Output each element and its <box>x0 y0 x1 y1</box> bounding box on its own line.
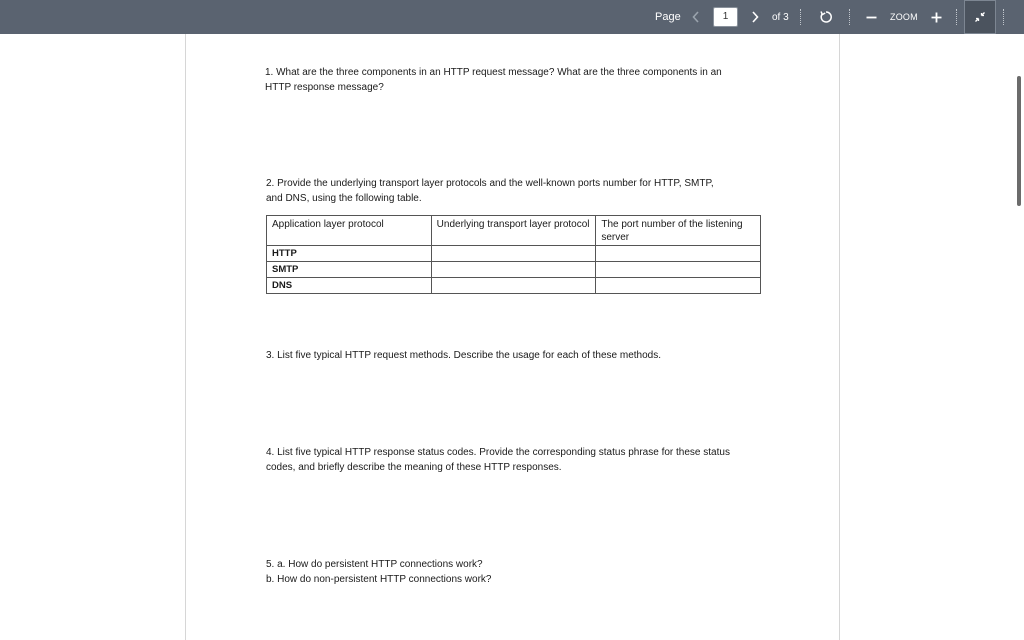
toolbar-divider <box>849 9 850 25</box>
next-page-button[interactable] <box>747 0 763 34</box>
question-1 <box>265 65 765 95</box>
page-label: Page <box>655 11 681 23</box>
vertical-scrollbar[interactable] <box>1017 76 1021 206</box>
table-header-cell: Underlying transport layer protocol <box>431 216 596 246</box>
rotate-icon <box>819 10 833 24</box>
question-4-line-2: codes, and briefly describe the meaning of these HTTP responses. <box>266 462 562 473</box>
minus-icon <box>866 12 877 23</box>
table-header-cell: The port number of the listening server <box>596 216 761 246</box>
table-cell-protocol: SMTP <box>267 262 432 278</box>
zoom-out-button[interactable] <box>862 0 880 34</box>
rotate-button[interactable] <box>815 0 837 34</box>
page-number-input[interactable]: 1 <box>713 7 738 27</box>
table-row <box>267 278 761 294</box>
pdf-toolbar <box>0 0 1024 34</box>
chevron-left-icon <box>692 11 700 23</box>
question-3: 3. List five typical HTTP request methods. Describe the usage for each of these methods. <box>266 350 662 361</box>
table-cell-protocol: HTTP <box>267 246 432 262</box>
question-1-line-2: HTTP response message? <box>265 82 384 93</box>
page-count-label: of 3 <box>772 11 789 23</box>
fit-page-button[interactable] <box>964 0 996 34</box>
protocol-table <box>266 215 761 294</box>
collapse-icon <box>974 11 986 23</box>
table-header-row <box>267 216 761 246</box>
table-header-cell: Application layer protocol <box>267 216 432 246</box>
question-2 <box>266 176 766 206</box>
table-cell <box>596 278 761 294</box>
table-row <box>267 262 761 278</box>
question-2-line-1: 2. Provide the underlying transport layer protocols and the well-known ports number for HTTP, SMTP, <box>266 178 714 189</box>
table-cell <box>596 262 761 278</box>
previous-page-button[interactable] <box>688 0 704 34</box>
zoom-in-button[interactable] <box>927 0 945 34</box>
question-5-line-2: b. How do non-persistent HTTP connections work? <box>266 574 492 585</box>
document-page <box>185 34 840 640</box>
question-5-line-1: 5. a. How do persistent HTTP connections work? <box>266 559 483 570</box>
plus-icon <box>931 12 942 23</box>
table-cell <box>431 262 596 278</box>
chevron-right-icon <box>751 11 759 23</box>
question-4 <box>266 445 766 475</box>
table-row <box>267 246 761 262</box>
table-cell <box>431 278 596 294</box>
question-1-line-1: 1. What are the three components in an HTTP request message? What are the three components in an <box>265 67 722 78</box>
toolbar-divider <box>1003 9 1004 25</box>
question-5 <box>266 557 766 587</box>
question-4-line-1: 4. List five typical HTTP response status codes. Provide the corresponding status phrase for these status <box>266 447 730 458</box>
table-cell <box>431 246 596 262</box>
table-cell <box>596 246 761 262</box>
table-cell-protocol: DNS <box>267 278 432 294</box>
question-2-line-2: and DNS, using the following table. <box>266 193 422 204</box>
toolbar-divider <box>800 9 801 25</box>
zoom-label: ZOOM <box>890 12 918 22</box>
toolbar-divider <box>956 9 957 25</box>
